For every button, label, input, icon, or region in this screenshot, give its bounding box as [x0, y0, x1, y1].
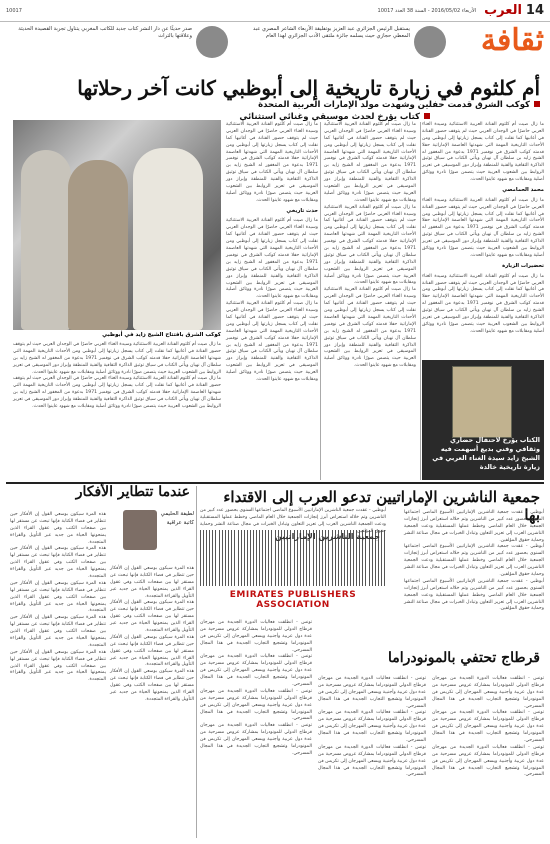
bottom-body-col-2: تونس - انطلقت فعاليات الدورة الجديدة من مهرجان قرطاج الدولي للمونودراما بمشاركة عروض مسرحية من عدة دول عربية وأجنبية ويسعى المهرجان إلى تكريس فن المونودراما وتشجيع التجارب الجديدة في هذا المجال المسرحي. تونس - انطلقت فعاليات الدورة الجديدة من مهرجان قرطاج الدولي للمونودراما بمشاركة عروض مسرحية من عدة دول عربية وأجنبية ويسعى المهرجان إلى تكريس فن المونودراما وتشجيع التجارب الجديدة في هذا المجال المسرحي. تونس - انطلقت فعاليات الدورة الجديدة من مهرجان قرطاج الدولي للمونودراما بمشاركة عروض مسرحية من عدة دول عربية وأجنبية ويسعى المهرجان إلى تكريس فن المونودراما وتشجيع التجارب الجديدة في هذا المجال المسرحي. [318, 676, 426, 778]
column-author[interactable] [110, 510, 194, 560]
issue-meta: الأربعاء 2016/05/02 - السنة 38 العدد 10017 [377, 7, 477, 14]
person-photo [414, 26, 446, 58]
subheading-preparations: تحضيرات الزيارة [502, 262, 544, 269]
header-item-text: صدر حديثًا عن دار النشر كتاب جديد للكاتب المغربي يتناول تجربة القصيدة الحديثة وعلاقتها بالتراث [18, 26, 192, 40]
column-body-1: هذه المرة سيكون بوسعي القول إن الأفكار حين تتطاير في فضاء الكتابة فإنها تبحث عن مستقر لها بين صفحات الكتب وفي عقول القراء الذين يمنحونها الحياة من جديد عبر التأويل والقراءة المتجددة. هذه المرة سيكون بوسعي القول إن الأفكار حين تتطاير في فضاء الكتابة فإنها تبحث عن مستقر لها بين صفحات الكتب وفي عقول القراء الذين يمنحونها الحياة من جديد عبر التأويل والقراءة المتجددة. هذه المرة سيكون بوسعي القول إن الأفكار حين تتطاير في فضاء الكتابة فإنها تبحث عن مستقر لها بين صفحات الكتب وفي عقول القراء الذين يمنحونها الحياة من جديد عبر التأويل والقراءة المتجددة. هذه المرة سيكون بوسعي القول إن الأفكار حين تتطاير في فضاء الكتابة فإنها تبحث عن مستقر لها بين صفحات الكتب وفي عقول القراء الذين يمنحونها الحياة من جديد عبر التأويل والقراءة المتجددة. هذه المرة سيكون بوسعي القول إن الأفكار حين تتطاير في فضاء الكتابة فإنها تبحث عن مستقر لها بين صفحات الكتب وفي عقول القراء الذين يمنحونها الحياة من جديد عبر التأويل والقراءة المتجددة. [10, 512, 106, 683]
page-number: 14 [525, 3, 544, 18]
header-item-text: يستقبل الرئيس الجزائري عبد العزيز بوتفليقة الأربعاء الشاعر المصري عبد المعطي حجازي حيث يسلمه جائزة ملتقى الأدب الجزائري لهذا العام [253, 26, 410, 40]
header-strip [6, 24, 446, 76]
column-headline: عندما تتطاير الأفكار [75, 484, 190, 500]
main-subhead-2: كتاب يؤرخ لحدث موسيقي وغنائي استثنائي [10, 112, 430, 122]
person-photo [196, 26, 228, 58]
bottom-body-col-1: تونس - انطلقت فعاليات الدورة الجديدة من مهرجان قرطاج الدولي للمونودراما بمشاركة عروض مسرحية من عدة دول عربية وأجنبية ويسعى المهرجان إلى تكريس فن المونودراما وتشجيع التجارب الجديدة في هذا المجال المسرحي. تونس - انطلقت فعاليات الدورة الجديدة من مهرجان قرطاج الدولي للمونودراما بمشاركة عروض مسرحية من عدة دول عربية وأجنبية ويسعى المهرجان إلى تكريس فن المونودراما وتشجيع التجارب الجديدة في هذا المجال المسرحي. تونس - انطلقت فعاليات الدورة الجديدة من مهرجان قرطاج الدولي للمونودراما بمشاركة عروض مسرحية من عدة دول عربية وأجنبية ويسعى المهرجان إلى تكريس فن المونودراما وتشجيع التجارب الجديدة في هذا المجال المسرحي. [432, 676, 544, 778]
association-body-col-2: أبوظبي - عقدت جمعية الناشرين الإماراتيين الأسبوع الماضي اجتماعها السنوي بحضور عدد كبير من الناشرين وتم خلاله استعراض أبرز إنجازات الجمعية خلال العام الماضي وخطط عملها المستقبلية ودعت الجمعية الناشرين العرب إلى تعزيز التعاون وتبادل الخبرات في مجال صناعة النشر وحماية حقوق المؤلفين. [200, 508, 386, 534]
book-cover-image [452, 366, 512, 438]
bullet-icon [534, 101, 540, 107]
author-name: لطيفة الحليمي [160, 511, 194, 517]
section-title: ثقافة [480, 23, 544, 58]
historic-photo [13, 120, 221, 330]
book-caption: الكتاب يؤرخ لاحتفال حضاري وثقافي وفني بديع أسهمت فيه الشيخ زايد سيدة الغناء العربي في زيارة تاريخية خالدة [432, 436, 540, 472]
header-item[interactable] [18, 26, 228, 74]
bottom-body-col-3: تونس - انطلقت فعاليات الدورة الجديدة من مهرجان قرطاج الدولي للمونودراما بمشاركة عروض مسرحية من عدة دول عربية وأجنبية ويسعى المهرجان إلى تكريس فن المونودراما وتشجيع التجارب الجديدة في هذا المجال المسرحي. تونس - انطلقت فعاليات الدورة الجديدة من مهرجان قرطاج الدولي للمونودراما بمشاركة عروض مسرحية من عدة دول عربية وأجنبية ويسعى المهرجان إلى تكريس فن المونودراما وتشجيع التجارب الجديدة في هذا المجال المسرحي. تونس - انطلقت فعاليات الدورة الجديدة من مهرجان قرطاج الدولي للمونودراما بمشاركة عروض مسرحية من عدة دول عربية وأجنبية ويسعى المهرجان إلى تكريس فن المونودراما وتشجيع التجارب الجديدة في هذا المجال المسرحي. تونس - انطلقت فعاليات الدورة الجديدة من مهرجان قرطاج الدولي للمونودراما بمشاركة عروض مسرحية من عدة دول عربية وأجنبية ويسعى المهرجان إلى تكريس فن المونودراما وتشجيع التجارب الجديدة في هذا المجال المسرحي. [200, 620, 312, 756]
issue-meta-left: 10017 [6, 7, 22, 14]
top-bar [0, 0, 550, 22]
byline: محمد الحمامصي [502, 187, 544, 194]
author-role: كاتبة عراقية [166, 519, 194, 526]
newspaper-logo[interactable]: العرب [484, 3, 522, 18]
bullet-icon [424, 113, 430, 119]
author-avatar [123, 510, 157, 550]
header-item[interactable] [241, 26, 446, 74]
photo-caption: كوكب الشرق بافتتاح الشيخ زايد في أبوظبي [102, 332, 221, 338]
bottom-headline: قرطاج تحتفي بالمونودراما [387, 650, 540, 666]
association-headline: جمعية الناشرين الإماراتيين تدعو العرب إلى الاقتداء بها [223, 488, 540, 524]
association-logo [200, 530, 386, 612]
main-body-col-1: ما زال صيت أم كلثوم الفنانة العربية الاستثنائية وسيدة الغناء العربي حاضرًا في الوجدان العربي حيث لم يتوقف حضور الفنانة في أغانيها كما نقلت إلى كتاب يسجل زيارتها إلى أبوظبي ومن الأحداث التاريخية المهمة التي شهدتها العاصمة الإماراتية حفلا قدمته كوكب الشرق في نوفمبر 1971 بدعوة من المغفور له الشيخ زايد بن سلطان آل نهيان ويأتي الكتاب في سياق توثيق الذاكرة الثقافية والفنية للمنطقة وإبراز دور الموسيقى في تعزيز الروابط بين الشعوب العربية حيث يتضمن صورًا نادرة ووثائق أصلية ومقابلات مع شهود عاينوا الحدث. محمد الحمامصي ما زال صيت أم كلثوم الفنانة العربية الاستثنائية وسيدة الغناء العربي حاضرًا في الوجدان العربي حيث لم يتوقف حضور الفنانة في أغانيها كما نقلت إلى كتاب يسجل زيارتها إلى أبوظبي ومن الأحداث التاريخية المهمة التي شهدتها العاصمة الإماراتية حفلا قدمته كوكب الشرق في نوفمبر 1971 بدعوة من المغفور له الشيخ زايد بن سلطان آل نهيان ويأتي الكتاب في سياق توثيق الذاكرة الثقافية والفنية للمنطقة وإبراز دور الموسيقى في تعزيز الروابط بين الشعوب العربية حيث يتضمن صورًا نادرة ووثائق أصلية ومقابلات مع شهود عاينوا الحدث. تحضيرات الزيارة ما زال صيت أم كلثوم الفنانة العربية الاستثنائية وسيدة الغناء العربي حاضرًا في الوجدان العربي حيث لم يتوقف حضور الفنانة في أغانيها كما نقلت إلى كتاب يسجل زيارتها إلى أبوظبي ومن الأحداث التاريخية المهمة التي شهدتها العاصمة الإماراتية حفلا قدمته كوكب الشرق في نوفمبر 1971 بدعوة من المغفور له الشيخ زايد بن سلطان آل نهيان ويأتي الكتاب في سياق توثيق الذاكرة الثقافية والفنية للمنطقة وإبراز دور الموسيقى في تعزيز الروابط بين الشعوب العربية حيث يتضمن صورًا نادرة ووثائق أصلية ومقابلات مع شهود عاينوا الحدث. [422, 122, 544, 334]
main-body-col-2: ما زال صيت أم كلثوم الفنانة العربية الاستثنائية وسيدة الغناء العربي حاضرًا في الوجدان العربي حيث لم يتوقف حضور الفنانة في أغانيها كما نقلت إلى كتاب يسجل زيارتها إلى أبوظبي ومن الأحداث التاريخية المهمة التي شهدتها العاصمة الإماراتية حفلا قدمته كوكب الشرق في نوفمبر 1971 بدعوة من المغفور له الشيخ زايد بن سلطان آل نهيان ويأتي الكتاب في سياق توثيق الذاكرة الثقافية والفنية للمنطقة وإبراز دور الموسيقى في تعزيز الروابط بين الشعوب العربية حيث يتضمن صورًا نادرة ووثائق أصلية ومقابلات مع شهود عاينوا الحدث. ما زال صيت أم كلثوم الفنانة العربية الاستثنائية وسيدة الغناء العربي حاضرًا في الوجدان العربي حيث لم يتوقف حضور الفنانة في أغانيها كما نقلت إلى كتاب يسجل زيارتها إلى أبوظبي ومن الأحداث التاريخية المهمة التي شهدتها العاصمة الإماراتية حفلا قدمته كوكب الشرق في نوفمبر 1971 بدعوة من المغفور له الشيخ زايد بن سلطان آل نهيان ويأتي الكتاب في سياق توثيق الذاكرة الثقافية والفنية للمنطقة وإبراز دور الموسيقى في تعزيز الروابط بين الشعوب العربية حيث يتضمن صورًا نادرة ووثائق أصلية ومقابلات مع شهود عاينوا الحدث. ما زال صيت أم كلثوم الفنانة العربية الاستثنائية وسيدة الغناء العربي حاضرًا في الوجدان العربي حيث لم يتوقف حضور الفنانة في أغانيها كما نقلت إلى كتاب يسجل زيارتها إلى أبوظبي ومن الأحداث التاريخية المهمة التي شهدتها العاصمة الإماراتية حفلا قدمته كوكب الشرق في نوفمبر 1971 بدعوة من المغفور له الشيخ زايد بن سلطان آل نهيان ويأتي الكتاب في سياق توثيق الذاكرة الثقافية والفنية للمنطقة وإبراز دور الموسيقى في تعزيز الروابط بين الشعوب العربية حيث يتضمن صورًا نادرة ووثائق أصلية ومقابلات مع شهود عاينوا الحدث. [324, 122, 416, 369]
logo-english-text: EMIRATES PUBLISHERS ASSOCIATION [229, 590, 357, 610]
main-body-col-4: ما زال صيت أم كلثوم الفنانة العربية الاستثنائية وسيدة الغناء العربي حاضرًا في الوجدان العربي حيث لم يتوقف حضور الفنانة في أغانيها كما نقلت إلى كتاب يسجل زيارتها إلى أبوظبي ومن الأحداث التاريخية المهمة التي شهدتها العاصمة الإماراتية حفلا قدمته كوكب الشرق في نوفمبر 1971 بدعوة من المغفور له الشيخ زايد بن سلطان آل نهيان ويأتي الكتاب في سياق توثيق الذاكرة الثقافية والفنية للمنطقة وإبراز دور الموسيقى في تعزيز الروابط بين الشعوب العربية حيث يتضمن صورًا نادرة ووثائق أصلية ومقابلات مع شهود عاينوا الحدث. ما زال صيت أم كلثوم الفنانة العربية الاستثنائية وسيدة الغناء العربي حاضرًا في الوجدان العربي حيث لم يتوقف حضور الفنانة في أغانيها كما نقلت إلى كتاب يسجل زيارتها إلى أبوظبي ومن الأحداث التاريخية المهمة التي شهدتها العاصمة الإماراتية حفلا قدمته كوكب الشرق في نوفمبر 1971 بدعوة من المغفور له الشيخ زايد بن سلطان آل نهيان ويأتي الكتاب في سياق توثيق الذاكرة الثقافية والفنية للمنطقة وإبراز دور الموسيقى في تعزيز الروابط بين الشعوب العربية حيث يتضمن صورًا نادرة ووثائق أصلية ومقابلات مع شهود عاينوا الحدث. [13, 342, 221, 410]
main-headline: أم كلثوم في زيارة تاريخية إلى أبوظبي كانت آخر رحلاتها [77, 76, 540, 100]
main-body-col-3: ما زال صيت أم كلثوم الفنانة العربية الاستثنائية وسيدة الغناء العربي حاضرًا في الوجدان العربي حيث لم يتوقف حضور الفنانة في أغانيها كما نقلت إلى كتاب يسجل زيارتها إلى أبوظبي ومن الأحداث التاريخية المهمة التي شهدتها العاصمة الإماراتية حفلا قدمته كوكب الشرق في نوفمبر 1971 بدعوة من المغفور له الشيخ زايد بن سلطان آل نهيان ويأتي الكتاب في سياق توثيق الذاكرة الثقافية والفنية للمنطقة وإبراز دور الموسيقى في تعزيز الروابط بين الشعوب العربية حيث يتضمن صورًا نادرة ووثائق أصلية ومقابلات مع شهود عاينوا الحدث. حدث تاريخي ما زال صيت أم كلثوم الفنانة العربية الاستثنائية وسيدة الغناء العربي حاضرًا في الوجدان العربي حيث لم يتوقف حضور الفنانة في أغانيها كما نقلت إلى كتاب يسجل زيارتها إلى أبوظبي ومن الأحداث التاريخية المهمة التي شهدتها العاصمة الإماراتية حفلا قدمته كوكب الشرق في نوفمبر 1971 بدعوة من المغفور له الشيخ زايد بن سلطان آل نهيان ويأتي الكتاب في سياق توثيق الذاكرة الثقافية والفنية للمنطقة وإبراز دور الموسيقى في تعزيز الروابط بين الشعوب العربية حيث يتضمن صورًا نادرة ووثائق أصلية ومقابلات مع شهود عاينوا الحدث. ما زال صيت أم كلثوم الفنانة العربية الاستثنائية وسيدة الغناء العربي حاضرًا في الوجدان العربي حيث لم يتوقف حضور الفنانة في أغانيها كما نقلت إلى كتاب يسجل زيارتها إلى أبوظبي ومن الأحداث التاريخية المهمة التي شهدتها العاصمة الإماراتية حفلا قدمته كوكب الشرق في نوفمبر 1971 بدعوة من المغفور له الشيخ زايد بن سلطان آل نهيان ويأتي الكتاب في سياق توثيق الذاكرة الثقافية والفنية للمنطقة وإبراز دور الموسيقى في تعزيز الروابط بين الشعوب العربية حيث يتضمن صورًا نادرة ووثائق أصلية ومقابلات مع شهود عاينوا الحدث. [226, 122, 318, 382]
main-subhead-1: كوكب الشرق قدمت حفلين وشهدت مولد الإمارات العربية المتحدة [10, 100, 540, 110]
logo-arabic-text: جمعية الناشرين الإماراتيين [274, 532, 380, 541]
subheading-historic: حدث تاريخي [286, 207, 318, 214]
association-body-col-1: أبوظبي - عقدت جمعية الناشرين الإماراتيين الأسبوع الماضي اجتماعها السنوي بحضور عدد كبير من الناشرين وتم خلاله استعراض أبرز إنجازات الجمعية خلال العام الماضي وخطط عملها المستقبلية ودعت الجمعية الناشرين العرب إلى تعزيز التعاون وتبادل الخبرات في مجال صناعة النشر وحماية حقوق المؤلفين. أبوظبي - عقدت جمعية الناشرين الإماراتيين الأسبوع الماضي اجتماعها السنوي بحضور عدد كبير من الناشرين وتم خلاله استعراض أبرز إنجازات الجمعية خلال العام الماضي وخطط عملها المستقبلية ودعت الجمعية الناشرين العرب إلى تعزيز التعاون وتبادل الخبرات في مجال صناعة النشر وحماية حقوق المؤلفين. أبوظبي - عقدت جمعية الناشرين الإماراتيين الأسبوع الماضي اجتماعها السنوي بحضور عدد كبير من الناشرين وتم خلاله استعراض أبرز إنجازات الجمعية خلال العام الماضي وخطط عملها المستقبلية ودعت الجمعية الناشرين العرب إلى تعزيز التعاون وتبادل الخبرات في مجال صناعة النشر وحماية حقوق المؤلفين. [404, 510, 544, 612]
column-body-2: هذه المرة سيكون بوسعي القول إن الأفكار حين تتطاير في فضاء الكتابة فإنها تبحث عن مستقر لها بين صفحات الكتب وفي عقول القراء الذين يمنحونها الحياة من جديد عبر التأويل والقراءة المتجددة. هذه المرة سيكون بوسعي القول إن الأفكار حين تتطاير في فضاء الكتابة فإنها تبحث عن مستقر لها بين صفحات الكتب وفي عقول القراء الذين يمنحونها الحياة من جديد عبر التأويل والقراءة المتجددة. هذه المرة سيكون بوسعي القول إن الأفكار حين تتطاير في فضاء الكتابة فإنها تبحث عن مستقر لها بين صفحات الكتب وفي عقول القراء الذين يمنحونها الحياة من جديد عبر التأويل والقراءة المتجددة. هذه المرة سيكون بوسعي القول إن الأفكار حين تتطاير في فضاء الكتابة فإنها تبحث عن مستقر لها بين صفحات الكتب وفي عقول القراء الذين يمنحونها الحياة من جديد عبر التأويل والقراءة المتجددة. [110, 566, 194, 702]
